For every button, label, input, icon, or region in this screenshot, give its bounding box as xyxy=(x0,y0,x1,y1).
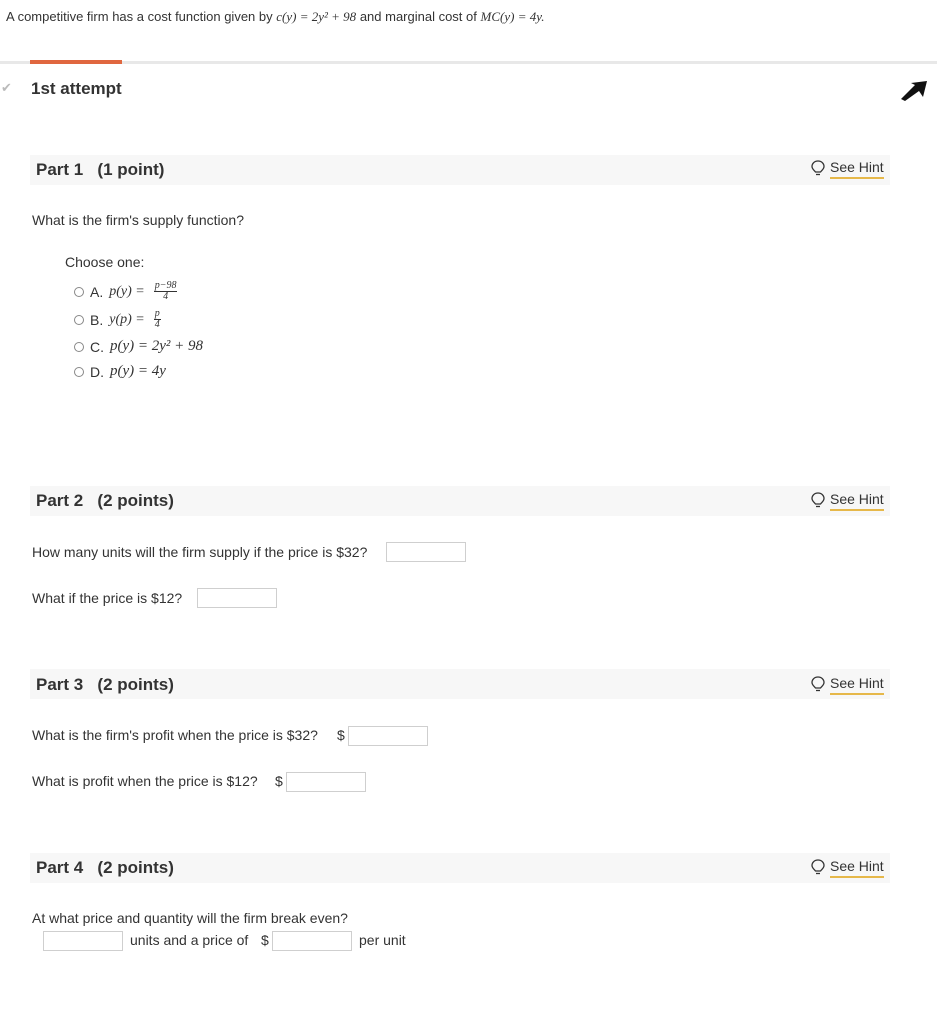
choice-c-expr: p(y) = 2y² + 98 xyxy=(110,338,204,354)
part1-hint-label: See Hint xyxy=(830,159,884,179)
part1-hint-button[interactable] xyxy=(811,159,884,179)
part4-title xyxy=(36,858,174,878)
part1-title xyxy=(36,160,164,180)
attempt-tab-indicator xyxy=(30,60,122,64)
part2-q1-input[interactable] xyxy=(386,542,466,562)
part4-quantity-input[interactable] xyxy=(43,931,123,951)
part4-question: At what price and quantity will the firm break even? xyxy=(32,910,348,926)
choice-a-numerator: p−98 xyxy=(154,280,177,291)
part4-currency: $ xyxy=(261,932,269,948)
part4-hint-label: See Hint xyxy=(830,858,884,878)
part4-hint-button[interactable] xyxy=(811,858,884,878)
choice-a[interactable] xyxy=(74,281,177,302)
radio-b[interactable] xyxy=(74,315,84,325)
part2-q1: How many units will the firm supply if the price is $32? xyxy=(32,544,368,560)
part3-q2-input[interactable] xyxy=(286,772,366,792)
part2-hint-label: See Hint xyxy=(830,491,884,511)
check-icon: ✔ xyxy=(1,80,12,95)
part1-points: (1 point) xyxy=(97,160,165,179)
lightbulb-icon xyxy=(811,160,825,179)
collapse-icon[interactable] xyxy=(899,79,929,103)
part1-label: Part 1 xyxy=(36,160,84,179)
part3-q1-currency: $ xyxy=(337,727,345,743)
part2-q2-input[interactable] xyxy=(197,588,277,608)
choice-b-lhs: y(p) = xyxy=(109,311,145,327)
question-text xyxy=(6,9,545,25)
choice-b-fraction xyxy=(154,309,161,330)
part3-hint-button[interactable] xyxy=(811,675,884,695)
part1-prompt: What is the firm's supply function? xyxy=(32,212,244,228)
part2-title xyxy=(36,491,174,511)
part4-label: Part 4 xyxy=(36,858,84,877)
choice-a-letter: A. xyxy=(90,283,104,300)
choice-d[interactable] xyxy=(74,363,166,380)
part3-q2-currency: $ xyxy=(275,773,283,789)
choice-a-denominator: 4 xyxy=(163,291,169,302)
part4-units-label: units and a price of xyxy=(130,932,249,948)
choice-b[interactable] xyxy=(74,309,161,330)
choose-one-label: Choose one: xyxy=(65,254,145,270)
choice-c-letter: C. xyxy=(90,338,104,355)
part2-points: (2 points) xyxy=(97,491,174,510)
choice-d-letter: D. xyxy=(90,363,104,380)
question-intro: A competitive firm has a cost function given by xyxy=(6,9,273,24)
choice-c[interactable] xyxy=(74,338,203,355)
part3-hint-label: See Hint xyxy=(830,675,884,695)
part3-q2: What is profit when the price is $12? xyxy=(32,773,258,789)
part4-per-unit: per unit xyxy=(359,932,406,948)
radio-a[interactable] xyxy=(74,287,84,297)
lightbulb-icon xyxy=(811,859,825,878)
part4-points: (2 points) xyxy=(97,858,174,877)
radio-d[interactable] xyxy=(74,367,84,377)
cost-function: c(y) = 2y² + 98 xyxy=(276,9,357,24)
attempt-tab-rail xyxy=(0,61,937,64)
attempt-label[interactable]: 1st attempt xyxy=(31,79,122,98)
choice-b-letter: B. xyxy=(90,311,104,328)
lightbulb-icon xyxy=(811,492,825,511)
choice-b-denominator: 4 xyxy=(154,319,160,330)
choice-b-numerator: p xyxy=(154,308,160,319)
question-mid: and marginal cost of xyxy=(359,9,477,24)
part2-label: Part 2 xyxy=(36,491,84,510)
part2-hint-button[interactable] xyxy=(811,491,884,511)
part3-label: Part 3 xyxy=(36,675,84,694)
part3-points: (2 points) xyxy=(97,675,174,694)
part3-title xyxy=(36,675,174,695)
radio-c[interactable] xyxy=(74,342,84,352)
part4-price-input[interactable] xyxy=(272,931,352,951)
lightbulb-icon xyxy=(811,676,825,695)
part2-q2: What if the price is $12? xyxy=(32,590,183,606)
marginal-cost-function: MC(y) = 4y. xyxy=(480,9,545,24)
choice-a-fraction xyxy=(154,281,178,302)
part3-q1: What is the firm's profit when the price is $32? xyxy=(32,727,318,743)
choice-a-lhs: p(y) = xyxy=(109,283,145,299)
part3-q1-input[interactable] xyxy=(348,726,428,746)
choice-d-expr: p(y) = 4y xyxy=(110,363,166,379)
